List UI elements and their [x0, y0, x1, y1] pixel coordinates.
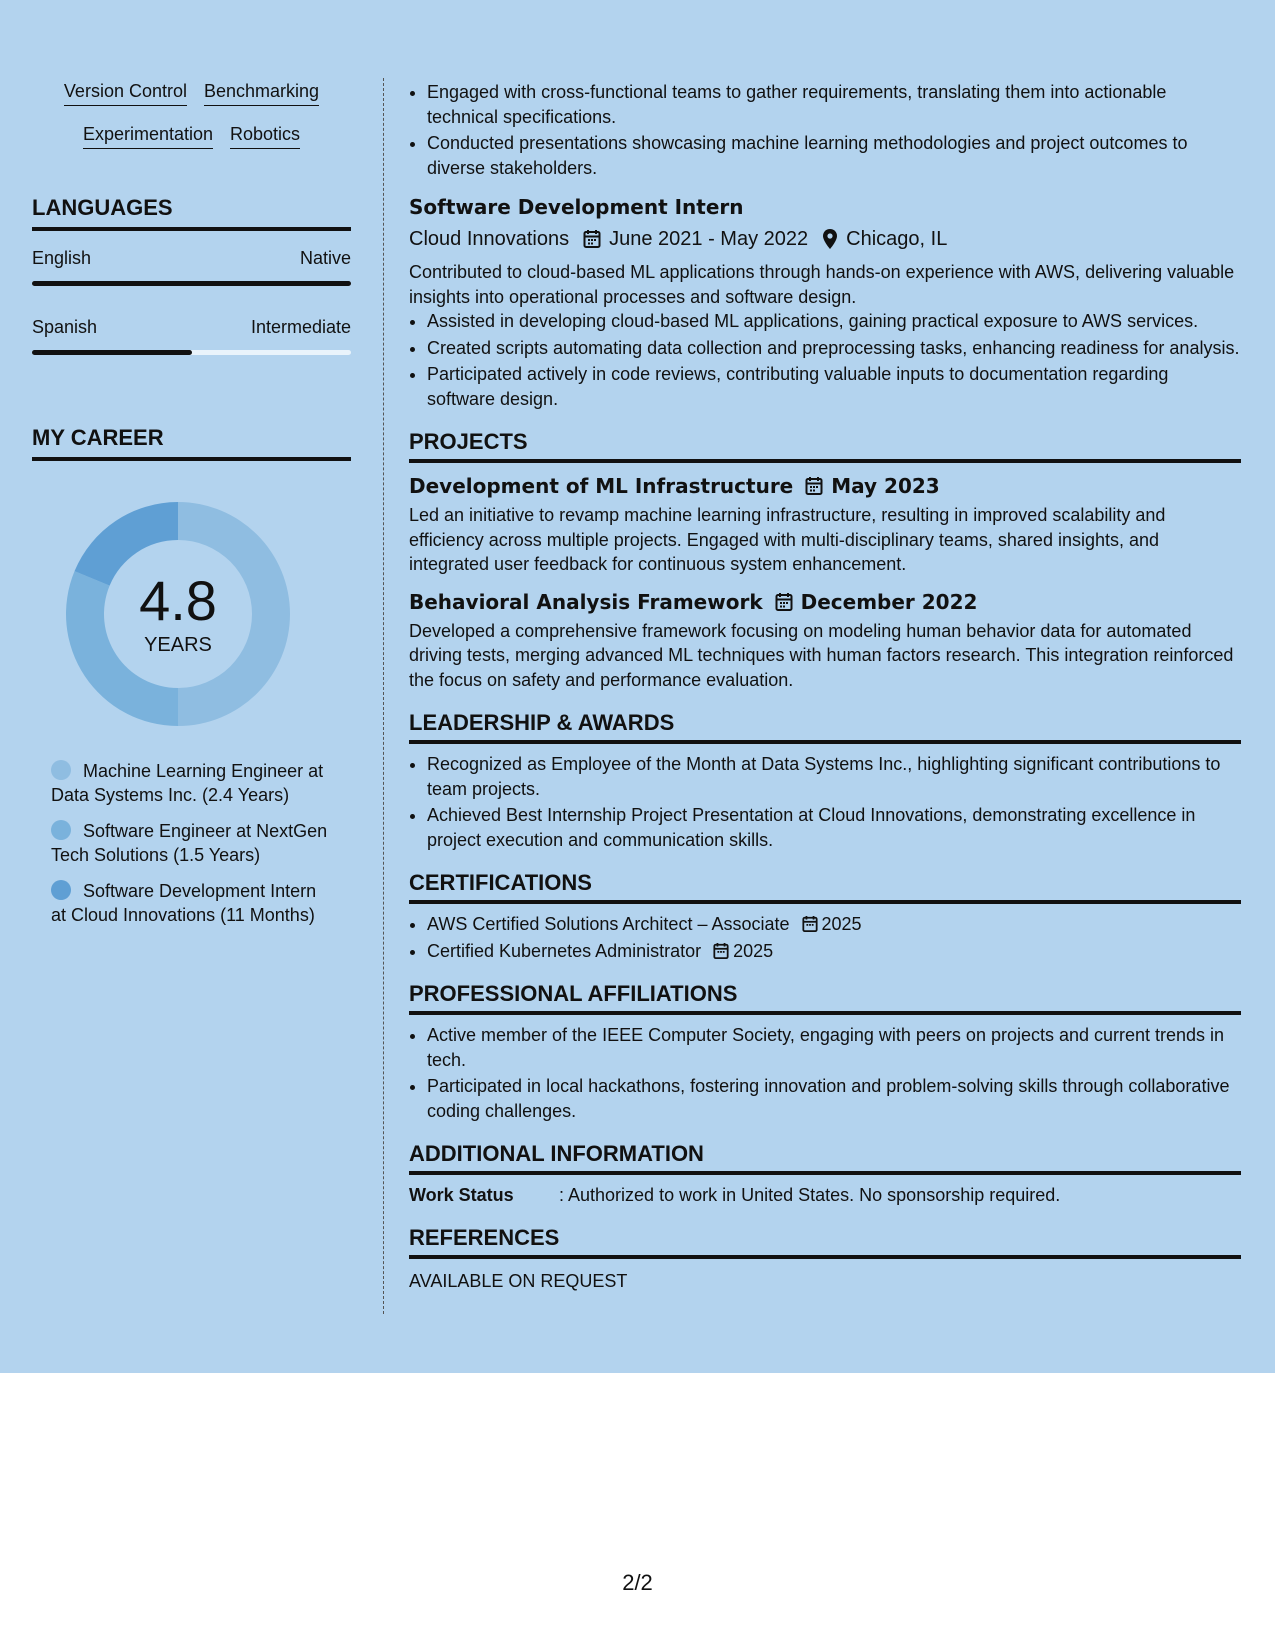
bullet-item: • Conducted presentations showcasing machine learning methodologies and project outcomes to diverse stakeholders.: [427, 131, 1241, 180]
project-name: Development of ML Infrastructure: [409, 474, 794, 498]
language-level: Native: [299, 248, 351, 268]
certification-year: 2025: [733, 940, 774, 961]
bullet-item: • Achieved Best Internship Project Presentation at Cloud Innovations, demonstrating excellence in project execution and communication skills.: [427, 803, 1241, 852]
legend-label: Software Development Intern at Cloud Innovations (11 Months): [51, 881, 317, 925]
language-level-fill: [32, 281, 351, 286]
languages-heading: LANGUAGES: [32, 195, 351, 231]
page-number: 2/2: [622, 1570, 653, 1595]
bullet-item: • Engaged with cross-functional teams to gather requirements, translating them into actionable technical specifications.: [427, 80, 1241, 129]
skill-tag: Version Control: [64, 80, 187, 106]
legend-label: Machine Learning Engineer at Data Systems Inc. (2.4 Years): [51, 761, 324, 805]
left-column: [32, 80, 351, 939]
projects-heading: PROJECTS: [409, 429, 1241, 463]
skill-tag: Experimentation: [83, 123, 213, 149]
bullet-item: • Participated in local hackathons, fostering innovation and problem-solving skills through collaborative coding challenges.: [427, 1074, 1241, 1123]
certifications-list: [409, 912, 1241, 963]
languages-section: [32, 195, 351, 355]
calendar-icon: [713, 942, 729, 960]
language-level-bar: [32, 281, 351, 286]
project-entry: [409, 589, 1241, 693]
bullet-item: • Assisted in developing cloud-based ML applications, gaining practical exposure to AWS services.: [427, 309, 1241, 334]
legend-dot: [51, 880, 71, 900]
language-name: Spanish: [32, 317, 98, 337]
previous-job-bullets: [409, 80, 1241, 180]
work-status-row: [409, 1183, 1241, 1207]
language-level-bar: [32, 350, 351, 355]
job-summary: Contributed to cloud-based ML applications through hands-on experience with AWS, delivering valuable insights into operational processes and software design.: [409, 262, 1235, 307]
affiliations-bullets: [409, 1023, 1241, 1123]
column-divider: [383, 78, 384, 1314]
project-name: Behavioral Analysis Framework: [409, 589, 763, 614]
legend-dot: [51, 820, 71, 840]
additional-info-heading: ADDITIONAL INFORMATION: [409, 1141, 1241, 1175]
leadership-heading: LEADERSHIP & AWARDS: [409, 710, 1241, 744]
skill-tag: Robotics: [230, 123, 300, 149]
job-company: Cloud Innovations: [409, 228, 570, 250]
right-column: [409, 80, 1241, 1293]
job-dates: June 2021 - May 2022: [609, 228, 809, 250]
affiliations-heading: PROFESSIONAL AFFILIATIONS: [409, 981, 1241, 1015]
bullet-item: • Created scripts automating data collection and preprocessing tasks, enhancing readiness for analysis.: [427, 336, 1241, 361]
career-section: [32, 425, 351, 927]
work-status-value: : Authorized to work in United States. No sponsorship required.: [559, 1185, 1061, 1205]
skills-row: [32, 123, 351, 149]
project-date: May 2023: [831, 474, 940, 498]
work-status-label: Work Status: [409, 1185, 514, 1205]
career-total-unit: YEARS: [144, 634, 212, 656]
job-title: Software Development Intern: [409, 195, 744, 219]
language-name: English: [32, 248, 92, 268]
project-date: December 2022: [800, 589, 978, 614]
certification-name: • AWS Certified Solutions Architect – Associate: [427, 914, 790, 934]
certification-year: 2025: [821, 914, 862, 934]
project-description: Led an initiative to revamp machine learning infrastructure, resulting in improved scalability and efficiency across multiple projects. Engaged with multi-disciplinary teams, shared insights, and integrated user feedback for continuous system enhancement.: [409, 505, 1166, 574]
legend-label: Software Engineer at NextGen Tech Solutions (1.5 Years): [51, 821, 328, 865]
language-level: Intermediate: [250, 317, 351, 337]
bullet-item: • Recognized as Employee of the Month at Data Systems Inc., highlighting significant contributions to team projects.: [427, 752, 1241, 801]
certification-item: [427, 939, 1241, 964]
skills-row: [32, 80, 351, 106]
skill-tag: Benchmarking: [204, 80, 319, 106]
job-meta: [409, 226, 1241, 252]
calendar-icon: [802, 915, 818, 933]
career-heading: MY CAREER: [32, 425, 351, 461]
skills-tags: [32, 80, 351, 149]
language-item: [32, 247, 351, 286]
job-location: Chicago, IL: [846, 228, 948, 250]
legend-item: [51, 819, 331, 867]
job-bullets: [409, 309, 1241, 411]
project-description: Developed a comprehensive framework focusing on modeling human behavior data for automated driving tests, merging advanced ML techniques with human factors research. This integration reinforced the focus on safety and performance evaluation.: [409, 620, 1234, 690]
language-level-fill: [32, 350, 192, 355]
bullet-item: • Active member of the IEEE Computer Society, engaging with peers on projects and current trends in tech.: [427, 1023, 1241, 1072]
project-entry: [409, 473, 1241, 577]
legend-dot: [51, 760, 71, 780]
job-entry: [409, 194, 1241, 411]
certifications-heading: CERTIFICATIONS: [409, 870, 1241, 904]
references-heading: REFERENCES: [409, 1225, 1241, 1259]
legend-item: [51, 759, 331, 807]
language-item: [32, 316, 351, 355]
career-legend: [51, 759, 331, 927]
calendar-icon: [805, 476, 823, 496]
career-total-years: 4.8: [139, 569, 217, 632]
certification-name: • Certified Kubernetes Administrator: [427, 940, 702, 961]
calendar-icon: [583, 229, 601, 249]
bullet-item: • Participated actively in code reviews, contributing valuable inputs to documentation regarding software design.: [427, 362, 1241, 411]
location-pin-icon: [822, 228, 838, 250]
references-text: AVAILABLE ON REQUEST: [409, 1271, 628, 1291]
career-donut-chart: [63, 499, 293, 729]
leadership-bullets: [409, 752, 1241, 852]
legend-item: [51, 879, 331, 927]
certification-item: [427, 912, 1241, 937]
calendar-icon: [775, 592, 793, 612]
